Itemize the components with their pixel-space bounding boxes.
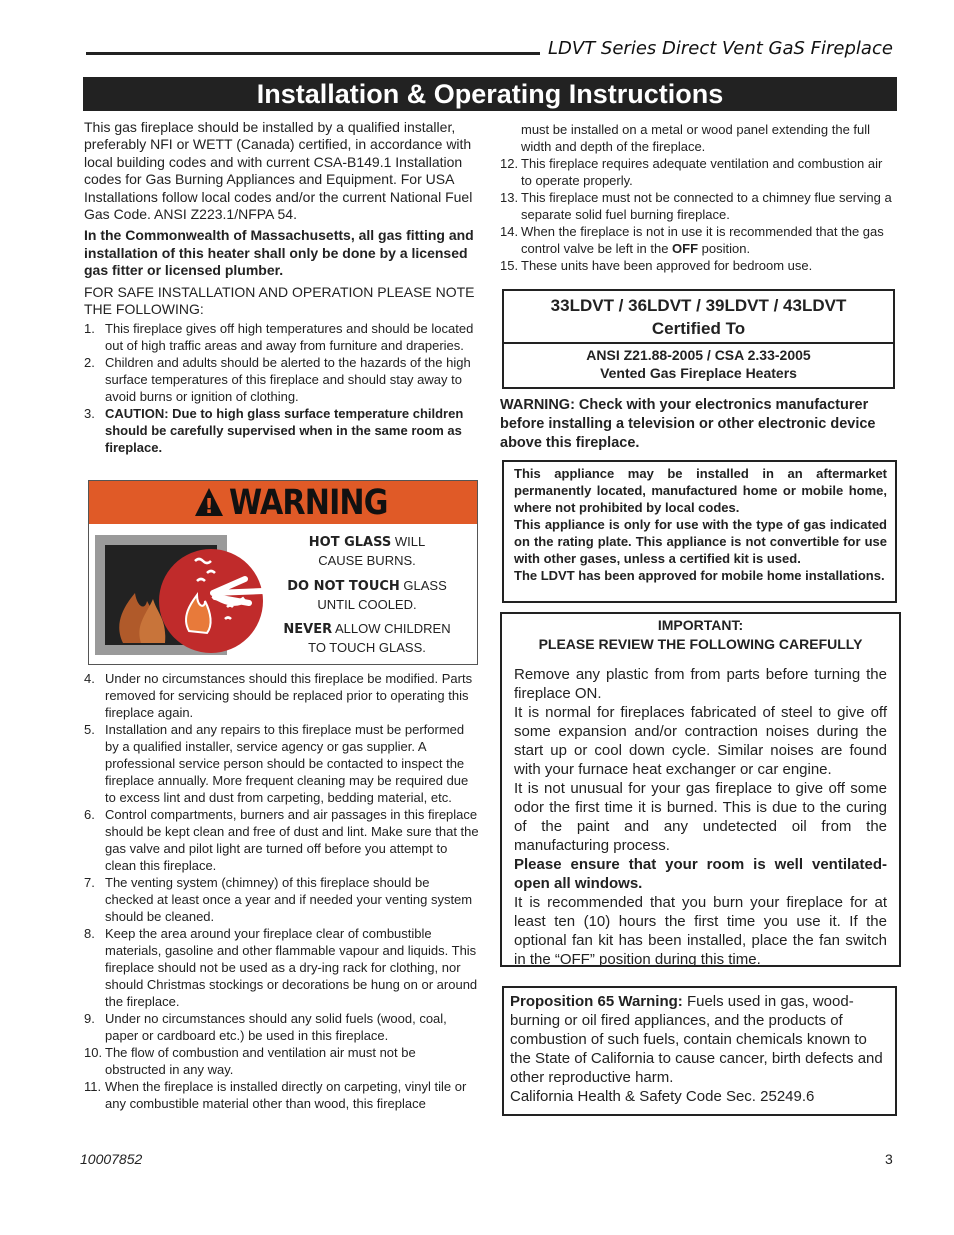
- certification-box: [502, 289, 895, 389]
- list-item: 9. Under no circumstances should any solid fuels (wood, coal, paper or cardboard etc.) be used in this fireplace.: [84, 1011, 447, 1043]
- mobile-notice-3: The LDVT has been approved for mobile home installations.: [514, 568, 885, 583]
- safety-list-b: [84, 670, 480, 1112]
- list-item: 4. Under no circumstances should this fireplace be modified. Parts removed for servicing should be replaced prior to operating this fireplace again.: [84, 671, 473, 720]
- electronics-warning: WARNING: Check with your electronics manufacturer before installing a television or other electronic device above this fireplace.: [500, 397, 876, 451]
- page-banner: Installation & Operating Instructions: [83, 77, 897, 111]
- safety-list-c: [500, 155, 895, 274]
- list-item: 12. This fireplace requires adequate ventilation and combustion air to operate properly.: [500, 156, 883, 188]
- mobile-home-notice: [502, 460, 897, 603]
- left-column-top: [84, 119, 478, 456]
- important-p1: Remove any plastic from from parts before turning the fireplace ON.: [514, 666, 887, 702]
- list-item: 6. Control compartments, burners and air passages in this fireplace should be kept clean and free of dust and lint. Make sure that the gas valve and pilot light are turned off before you attempt to clean this fireplace.: [84, 807, 479, 873]
- prop65-warning: Proposition 65 Warning: Fuels used in gas, wood-burning or oil fired appliances, and the products of combustion of such fuels, contain chemicals known to the State of California to cause cancer, birth defects and other reproductive harm.: [510, 993, 883, 1086]
- massachusetts-notice: In the Commonwealth of Massachusetts, all gas fitting and installation of this heater shall only be done by a licensed gas fitter or licensed plumber.: [84, 227, 474, 279]
- list-item: 1. This fireplace gives off high temperatures and should be located out of high traffic areas and away from furniture and draperies.: [84, 321, 474, 354]
- list-item: 5. Installation and any repairs to this fireplace must be performed by a qualified installer, service agency or gas supplier. A professional service person should be contacted to inspect the fireplace annually. More frequent cleaning may be required due to excess lint and dust from carpeting, bedding material, etc.: [84, 722, 469, 805]
- intro-paragraph: This gas fireplace should be installed by a qualified installer, preferably NFI or WETT (Canada) certified, in accordance with local building codes and with current CSA-B149.1 Installation codes for Gas Burning Appliances and Equipment. For USA Installations follow local codes and/or the current National Fuel Gas Code. ANSI Z223.1/NFPA 54.: [84, 119, 473, 223]
- warning-line-1: HOT GLASS WILL CAUSE BURNS.: [308, 534, 426, 568]
- series-title: LDVT Series Direct Vent GaS Fireplace: [548, 38, 893, 59]
- hot-glass-icon: [95, 535, 267, 661]
- document-number: 10007852: [80, 1151, 143, 1167]
- safe-heading: FOR SAFE INSTALLATION AND OPERATION PLEASE NOTE THE FOLLOWING:: [84, 283, 475, 318]
- prop65-code: California Health & Safety Code Sec. 25249.6: [510, 1088, 815, 1105]
- left-column-bottom: [84, 670, 480, 1112]
- list-item: 14. When the fireplace is not in use it is recommended that the gas control valve be left in the OFF position.: [500, 224, 884, 256]
- prop65-box: [502, 986, 897, 1116]
- list-item: 13. This fireplace must not be connected to a chimney flue serving a separate solid fuel burning fireplace.: [500, 190, 892, 222]
- important-p2: It is normal for fireplaces fabricated of steel to give off some expansion and/or contraction noises during the start up or cool down cycle. Similar noises are found with your furnace heat exchanger or car engine.: [514, 704, 887, 778]
- list-item: 2. Children and adults should be alerted to the hazards of the high surface temperatures of this fireplace and should stay away to avoid burns or ignition of clothing.: [84, 355, 471, 405]
- list-item: 8. Keep the area around your fireplace clear of combustible materials, gasoline and other flammable vapour and liquids. This fireplace should not be used as a dry-ing rack for clothing, nor should Christmas stockings or decorations be hung on or around the fireplace.: [84, 926, 478, 1009]
- warning-line-3: NEVER ALLOW CHILDREN TO TOUCH GLASS.: [283, 621, 451, 655]
- warning-word: WARNING: [229, 483, 388, 523]
- list-item: 7. The venting system (chimney) of this fireplace should be checked at least once a year and if needed your venting system should be cleaned.: [84, 875, 473, 924]
- warning-label: [88, 480, 478, 665]
- cert-models: 33LDVT / 36LDVT / 39LDVT / 43LDVT Certified To: [550, 296, 847, 338]
- mobile-notice-2: This appliance is only for use with the type of gas indicated on the rating plate. This appliance is not convertible for use with other gases, unless a certified kit is used.: [514, 517, 887, 566]
- item-11-continuation: must be installed on a metal or wood panel extending the full width and depth of the fireplace.: [521, 122, 871, 154]
- important-p3: It is not unusual for your gas fireplace to give off some odor the first time it is burned. This is due to the curing of the paint and any undetected oil from the manufacturing process.: [514, 780, 887, 854]
- page-number: 3: [885, 1151, 893, 1167]
- safety-list-a: [84, 320, 478, 456]
- warning-triangle-icon: [194, 487, 224, 517]
- cert-standard: ANSI Z21.88-2005 / CSA 2.33-2005 Vented Gas Fireplace Heaters: [586, 347, 811, 381]
- warning-header: [89, 481, 477, 524]
- list-item: 3. CAUTION: Due to high glass surface temperature children should be carefully supervised when in the same room as fireplace.: [84, 406, 464, 456]
- list-item: 10. The flow of combustion and ventilation air must not be obstructed in any way.: [84, 1045, 416, 1077]
- list-item: 15. These units have been approved for bedroom use.: [500, 258, 813, 273]
- mobile-notice-1: This appliance may be installed in an aftermarket permanently located, manufactured home or mobile home, where not prohibited by local codes.: [514, 466, 887, 515]
- right-column-top: [500, 121, 895, 274]
- important-p5: It is recommended that you burn your fireplace for at least ten (10) hours the first time you use it. If the optional fan kit has been installed, place the fan switch in the “OFF” position during this time.: [514, 894, 887, 968]
- list-item: 11. When the fireplace is installed directly on carpeting, vinyl tile or any combustible material other than wood, this fireplace: [84, 1079, 467, 1111]
- important-heading: IMPORTANT: PLEASE REVIEW THE FOLLOWING CAREFULLY: [538, 617, 863, 652]
- important-box: [500, 612, 901, 967]
- warning-mark: !: [204, 494, 214, 517]
- cert-divider: [504, 342, 893, 344]
- header-rule: [86, 52, 540, 55]
- warning-line-2: DO NOT TOUCH GLASS UNTIL COOLED.: [287, 578, 447, 612]
- important-p4: Please ensure that your room is well ventilated-open all windows.: [514, 856, 887, 892]
